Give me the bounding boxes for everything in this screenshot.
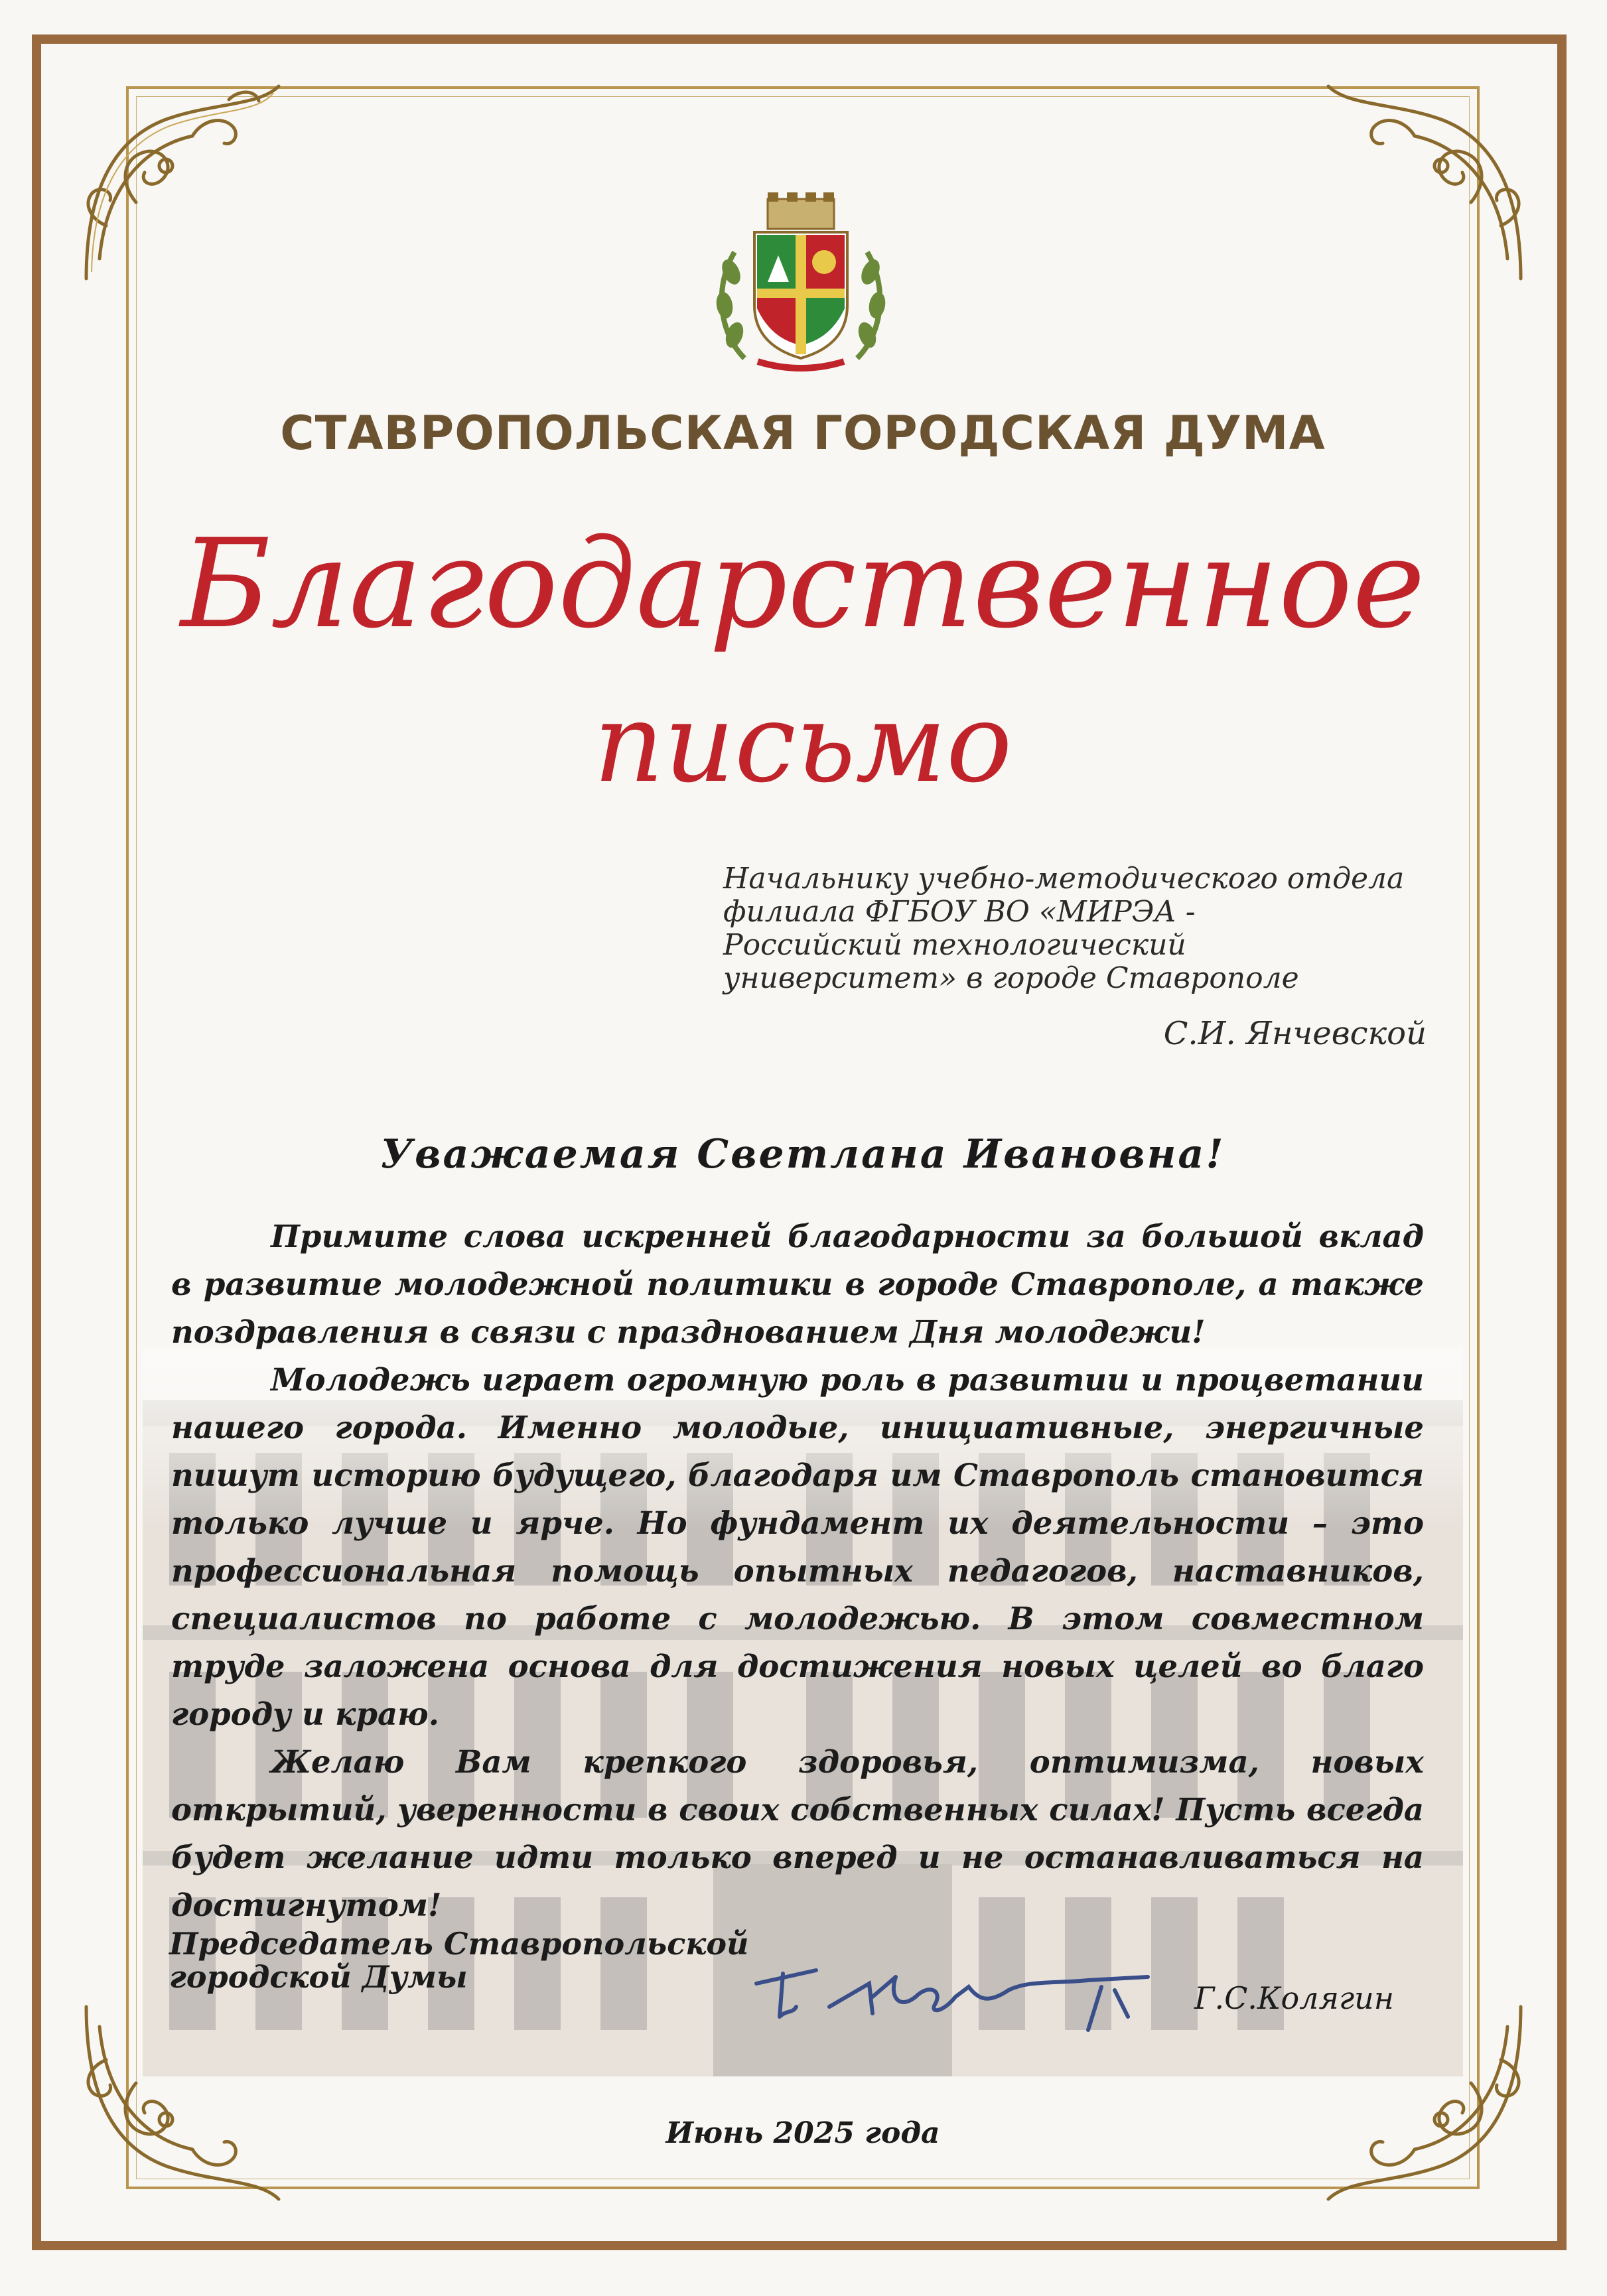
letter-date: Июнь 2025 года <box>665 2116 940 2150</box>
corner-ornament-icon <box>60 60 299 299</box>
document-title-line-2: письмо <box>593 679 1013 807</box>
body-paragraph: Примите слова искренней благодарности за большой вклад в развитие молодежной политики в городе Ставрополе, а также поздравления в связи с празднованием Дня молодежи! <box>171 1218 1424 1350</box>
letter-body <box>171 1213 1424 1929</box>
body-paragraph: Желаю Вам крепкого здоровья, оптимизма, новых открытий, уверенности в своих собственных силах! Пусть всегда будет желание идти только вперед и не останавливаться на достигнутом! <box>171 1743 1424 1923</box>
corner-ornament-icon <box>1308 60 1547 299</box>
addressee-name: С.И. Янчевской <box>1163 1015 1427 1052</box>
organization-title: СТАВРОПОЛЬСКАЯ ГОРОДСКАЯ ДУМА <box>280 406 1326 460</box>
handwritten-signature-icon <box>743 1944 1168 2043</box>
document-title-line-1: Благодарственное <box>180 512 1425 655</box>
signatory-title: Председатель Ставропольской городской Думы <box>169 1926 749 1995</box>
salutation: Уважаемая Светлана Ивановна! <box>380 1131 1225 1178</box>
addressee-position: Начальнику учебно-методического отдела филиала ФГБОУ ВО «МИРЭА - Российский технологический университет» в городе Ставрополе <box>723 862 1405 995</box>
body-paragraph: Молодежь играет огромную роль в развитии и процветании нашего города. Именно молодые, инициативные, энергичные пишут историю будущего, благодаря им Ставрополь становится только лучше и ярче. Но фундамент их деятельности – это профессиональная помощь опытных педагогов, наставников, специалистов по работе с молодежью. В этом совместном труде заложена основа для достижения новых целей во благо городу и краю. <box>171 1361 1424 1732</box>
signatory-name: Г.С.Колягин <box>1194 1980 1395 2016</box>
coat-of-arms-icon <box>705 192 897 378</box>
